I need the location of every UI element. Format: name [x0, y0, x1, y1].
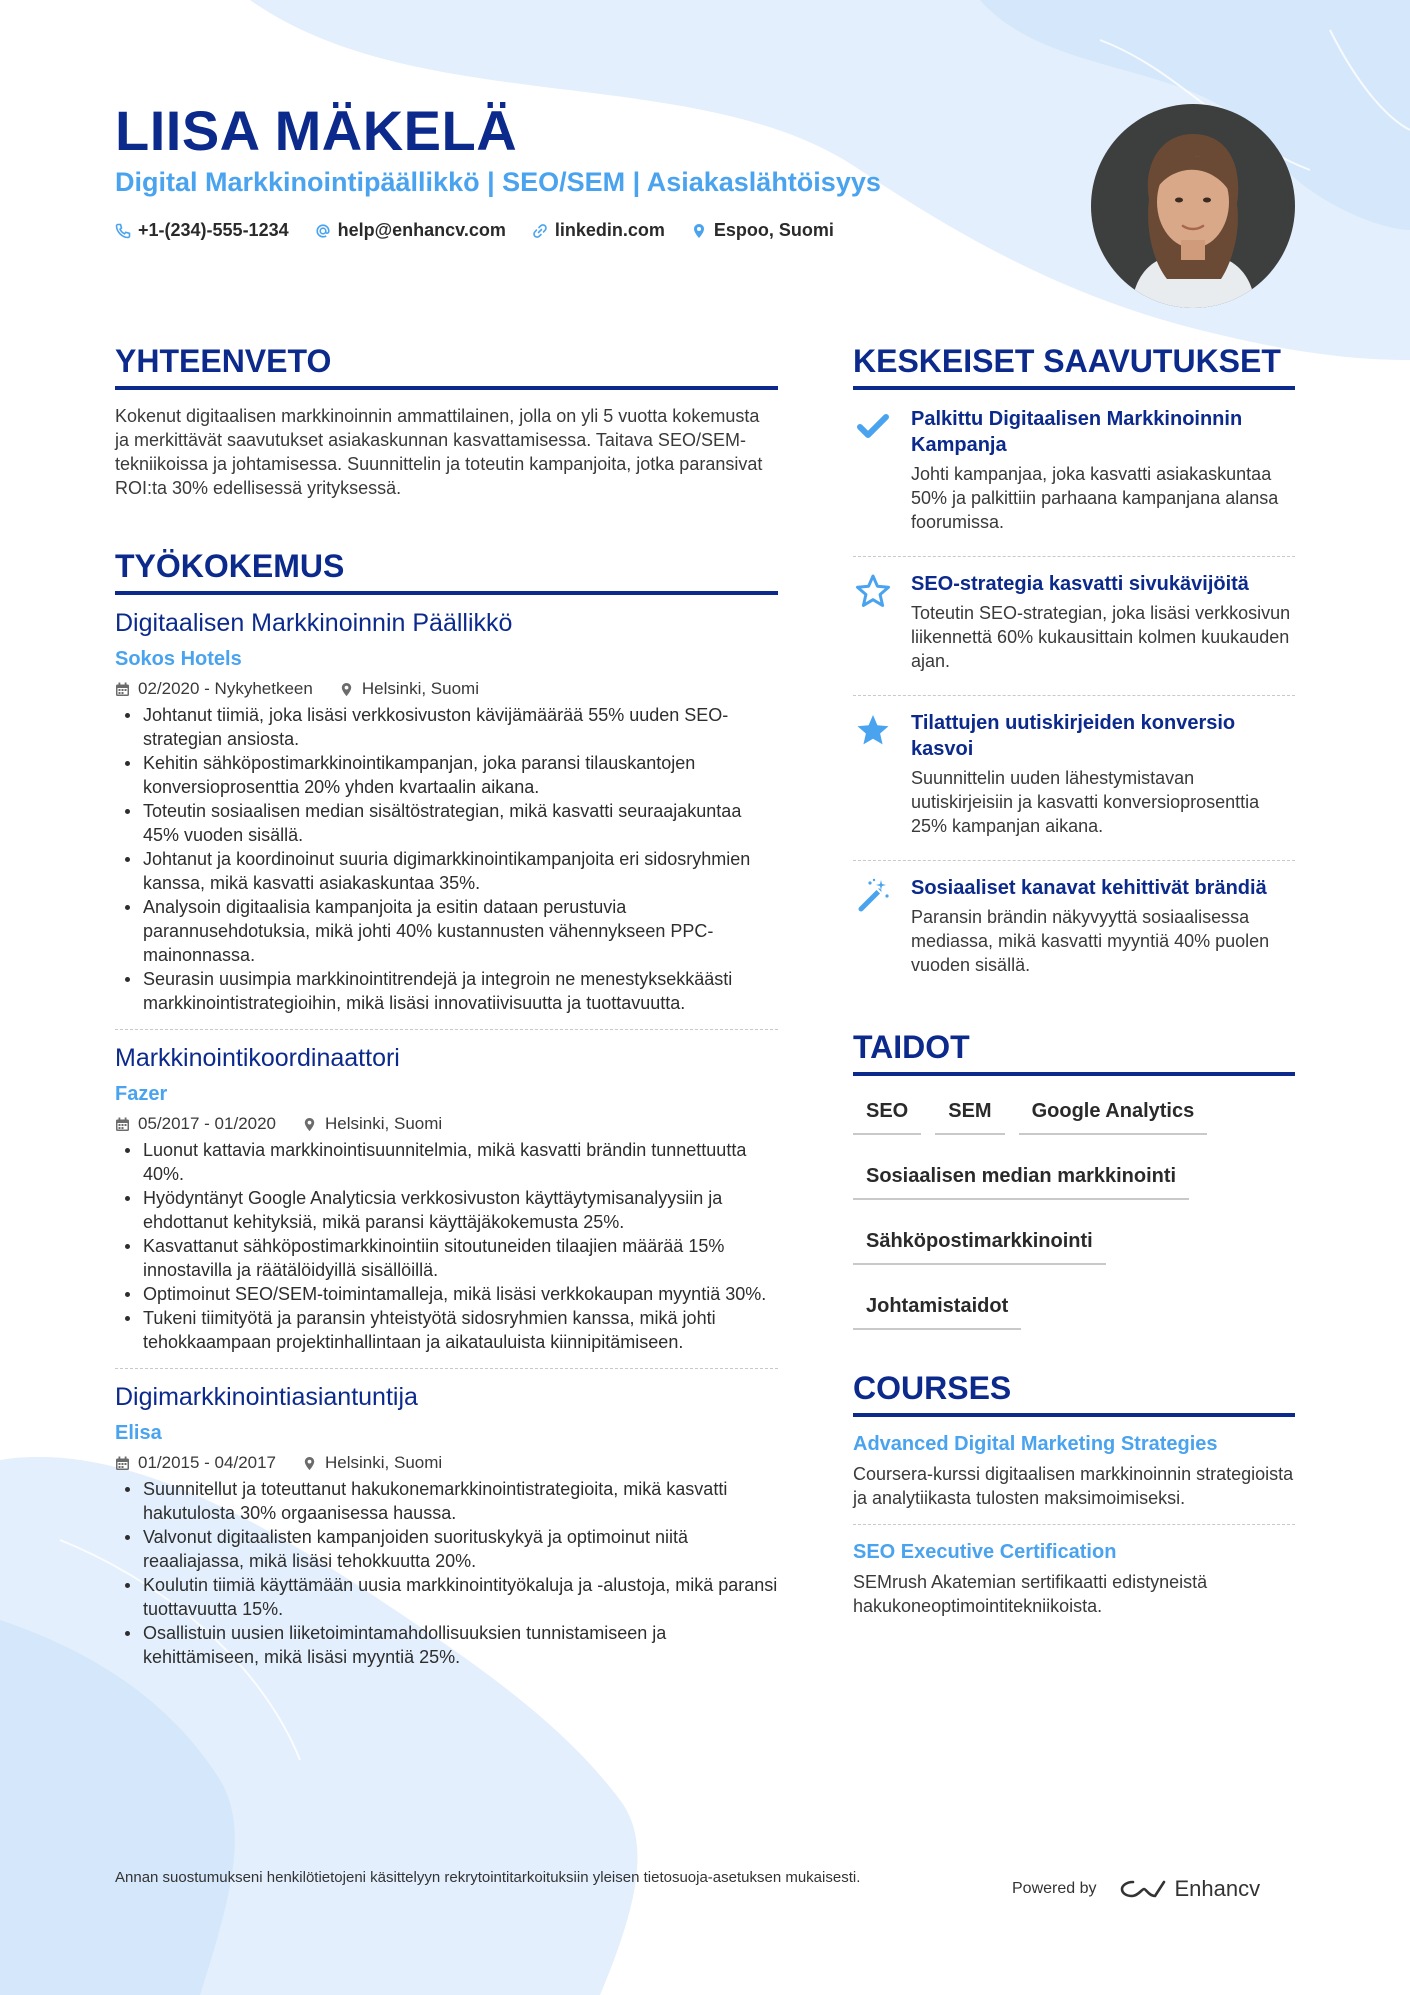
location-pin-icon — [302, 1117, 317, 1132]
checkmark-icon — [855, 408, 891, 444]
location-pin-icon — [302, 1456, 317, 1471]
job-dates — [115, 679, 313, 699]
skill-tag: Google Analytics — [1019, 1098, 1208, 1135]
courses-section-title: COURSES — [853, 1370, 1295, 1417]
contact-email-text: help@enhancv.com — [337, 220, 506, 240]
job-company: Elisa — [115, 1422, 162, 1444]
profile-photo — [1091, 104, 1295, 308]
job-company: Sokos Hotels — [115, 648, 242, 670]
achievement-title: Tilattujen uutiskirjeiden konversio kasvoi — [911, 712, 1236, 760]
job-bullet: Optimoinut SEO/SEM-toimintamalleja, mikä lisäsi verkkokaupan myyntiä 30%. — [115, 1282, 778, 1306]
job-bullet: Johtanut tiimiä, joka lisäsi verkkosivuston kävijämäärää 55% uuden SEO-strategian ansiosta. — [115, 703, 778, 751]
left-column — [115, 343, 778, 1669]
skill-tag: Sähköpostimarkkinointi — [853, 1228, 1106, 1265]
summary-text: Kokenut digitaalisen markkinoinnin ammattilainen, jolla on yli 5 vuotta kokemusta ja merkittävät saavutukset asiakaskunnan kasvattamisessa. Taitava SEO/SEM-tekniikoissa ja johtamisessa. Suunnittelin ja toteutin kampanjoita, jotka paransivat ROI:ta 30% edellisessä yrityksessä. — [115, 406, 763, 498]
job-bullet: Kehitin sähköpostimarkkinointikampanjan, joka paransi tilauskantojen konversioprosenttia 20% yhden kvartaalin aikana. — [115, 751, 778, 799]
location-pin-icon — [339, 682, 354, 697]
job-dates-text: 01/2015 - 04/2017 — [138, 1453, 277, 1472]
job-entry — [115, 1044, 778, 1369]
divider — [115, 1368, 778, 1369]
enhancv-logo[interactable] — [1119, 1876, 1261, 1902]
course-title: Advanced Digital Marketing Strategies — [853, 1433, 1218, 1455]
phone-icon — [115, 223, 131, 239]
job-bullet: Luonut kattavia markkinointisuunnitelmia, mikä kasvatti brändin tunnettuutta 40%. — [115, 1138, 778, 1186]
contact-phone-text: +1-(234)-555-1234 — [138, 220, 289, 240]
gdpr-consent-note: Annan suostumukseni henkilötietojeni käsittelyyn rekrytointitarkoituksiin yleisen tietosuoja-asetuksen mukaisesti. — [115, 1869, 861, 1886]
course-desc: SEMrush Akatemian sertifikaatti edistyneistä hakukoneoptimointitekniikoista. — [853, 1572, 1208, 1616]
job-title: Digimarkkinointiasiantuntija — [115, 1383, 418, 1411]
skill-tag: SEM — [935, 1098, 1004, 1135]
job-dates-text: 02/2020 - Nykyhetkeen — [138, 679, 313, 698]
course-item — [853, 1417, 1295, 1510]
achievement-item — [853, 861, 1295, 991]
enhancv-logo-text: Enhancv — [1174, 1876, 1261, 1901]
summary-section-title: YHTEENVETO — [115, 343, 778, 390]
achievements-section-title: KESKEISET SAAVUTUKSET — [853, 343, 1295, 390]
job-bullet: Johtanut ja koordinoinut suuria digimarkkinointikampanjoita eri sidosryhmien kanssa, mikä kasvatti asiakaskuntaa 35%. — [115, 847, 778, 895]
job-location — [339, 679, 479, 699]
job-location-text: Helsinki, Suomi — [325, 1453, 443, 1472]
right-column — [853, 343, 1295, 1618]
job-bullet: Koulutin tiimiä käyttämään uusia markkinointityökaluja ja -alustoja, mikä paransi tuottavuutta 15%. — [115, 1573, 778, 1621]
skill-tag: Sosiaalisen median markkinointi — [853, 1163, 1189, 1200]
skill-tag: Johtamistaidot — [853, 1293, 1021, 1330]
course-item — [853, 1525, 1295, 1618]
job-bullets — [115, 1138, 778, 1354]
calendar-icon — [115, 682, 130, 697]
job-location-text: Helsinki, Suomi — [325, 1114, 443, 1133]
link-icon — [532, 223, 548, 239]
job-company: Fazer — [115, 1083, 168, 1105]
job-bullet: Tukeni tiimityötä ja paransin yhteistyötä sidosryhmien kanssa, mikä johti tehokkaampaan projektinhallintaan ja aikatauluista kiinnipitämiseen. — [115, 1306, 778, 1354]
achievement-item — [853, 696, 1295, 852]
contact-email[interactable] — [315, 220, 506, 241]
candidate-name: LIISA MÄKELÄ — [115, 99, 518, 162]
job-bullet: Kasvattanut sähköpostimarkkinointiin sitoutuneiden tilaajien määrää 15% innostavilla ja räätälöidyillä sisällöillä. — [115, 1234, 778, 1282]
achievement-desc: Johti kampanjaa, joka kasvatti asiakaskuntaa 50% ja palkittiin parhaana kampanjana alansa foorumissa. — [911, 464, 1279, 532]
achievement-desc: Toteutin SEO-strategian, joka lisäsi verkkosivun liikennettä 60% kukausittain kolmen kuukauden ajan. — [911, 603, 1291, 671]
job-entry — [115, 609, 778, 1030]
star-filled-icon — [855, 712, 891, 748]
job-bullet: Seurasin uusimpia markkinointitrendejä ja integroin ne menestyksekkäästi markkinointistrategioihin, mikä lisäsi innovatiivisuutta ja tuottavuutta. — [115, 967, 778, 1015]
job-location — [302, 1453, 442, 1473]
contact-phone[interactable] — [115, 220, 289, 241]
contact-location-text: Espoo, Suomi — [713, 220, 834, 240]
job-meta — [115, 679, 778, 699]
job-bullet: Toteutin sosiaalisen median sisältöstrategian, mikä kasvatti seuraajakuntaa 45% vuoden sisällä. — [115, 799, 778, 847]
achievement-desc: Paransin brändin näkyvyyttä sosiaalisessa mediassa, mikä kasvatti myyntiä 40% puolen vuoden sisällä. — [911, 907, 1270, 975]
contact-linkedin[interactable] — [532, 220, 665, 241]
job-bullets — [115, 1477, 778, 1669]
calendar-icon — [115, 1117, 130, 1132]
job-entry — [115, 1383, 778, 1669]
job-location-text: Helsinki, Suomi — [361, 679, 479, 698]
job-title: Digitaalisen Markkinoinnin Päällikkö — [115, 609, 513, 637]
skills-section-title: TAIDOT — [853, 1029, 1295, 1076]
achievement-item — [853, 390, 1295, 548]
magic-wand-icon — [855, 877, 891, 913]
job-bullet: Hyödyntänyt Google Analyticsia verkkosivuston käyttäytymisanalyysiin ja ehdottanut kehityksiä, mikä paransi käyttäjäkokemusta 25%. — [115, 1186, 778, 1234]
star-outline-icon — [855, 573, 891, 609]
at-icon — [315, 223, 331, 239]
job-meta — [115, 1453, 778, 1473]
job-title: Markkinointikoordinaattori — [115, 1044, 400, 1072]
skills-list — [853, 1098, 1295, 1334]
job-dates — [115, 1453, 276, 1473]
divider — [115, 1029, 778, 1030]
contact-linkedin-text: linkedin.com — [554, 220, 665, 240]
achievement-desc: Suunnittelin uuden lähestymistavan uutiskirjeisiin ja kasvatti konversioprosenttia 25% kampanjan aikana. — [911, 768, 1260, 836]
skill-tag: SEO — [853, 1098, 921, 1135]
achievement-title: Sosiaaliset kanavat kehittivät brändiä — [911, 877, 1267, 899]
job-dates — [115, 1114, 276, 1134]
contact-location — [691, 220, 834, 241]
job-bullet: Valvonut digitaalisten kampanjoiden suorituskykyä ja optimoinut niitä reaaliajassa, mikä lisäsi tehokkuutta 20%. — [115, 1525, 778, 1573]
powered-by-label: Powered by — [1012, 1880, 1097, 1897]
job-bullet: Osallistuin uusien liiketoimintamahdollisuuksien tunnistamiseen ja kehittämiseen, mikä lisäsi myyntiä 25%. — [115, 1621, 778, 1669]
job-meta — [115, 1114, 778, 1134]
job-dates-text: 05/2017 - 01/2020 — [138, 1114, 277, 1133]
achievement-title: SEO-strategia kasvatti sivukävijöitä — [911, 573, 1249, 595]
location-pin-icon — [691, 223, 707, 239]
job-bullets — [115, 703, 778, 1015]
course-desc: Coursera-kurssi digitaalisen markkinoinnin strategioista ja analytiikasta tulosten maksimoimiseksi. — [853, 1464, 1294, 1508]
experience-section-title: TYÖKOKEMUS — [115, 548, 778, 595]
calendar-icon — [115, 1456, 130, 1471]
achievement-item — [853, 557, 1295, 687]
powered-by — [1012, 1876, 1260, 1902]
job-bullet: Analysoin digitaalisia kampanjoita ja esitin dataan perustuvia parannusehdotuksia, mikä johti 40% kustannusten vähennykseen PPC-mainonnassa. — [115, 895, 778, 967]
job-location — [302, 1114, 442, 1134]
enhancv-logo-icon — [1119, 1876, 1167, 1902]
job-bullet: Suunnitellut ja toteuttanut hakukonemarkkinointistrategioita, mikä kasvatti hakutulosta 30% orgaanisessa haussa. — [115, 1477, 778, 1525]
contact-list — [115, 220, 834, 241]
candidate-subtitle: Digital Markkinointipäällikkö | SEO/SEM | Asiakaslähtöisyys — [115, 167, 881, 197]
course-title: SEO Executive Certification — [853, 1541, 1117, 1563]
achievement-title: Palkittu Digitaalisen Markkinoinnin Kampanja — [911, 408, 1243, 456]
